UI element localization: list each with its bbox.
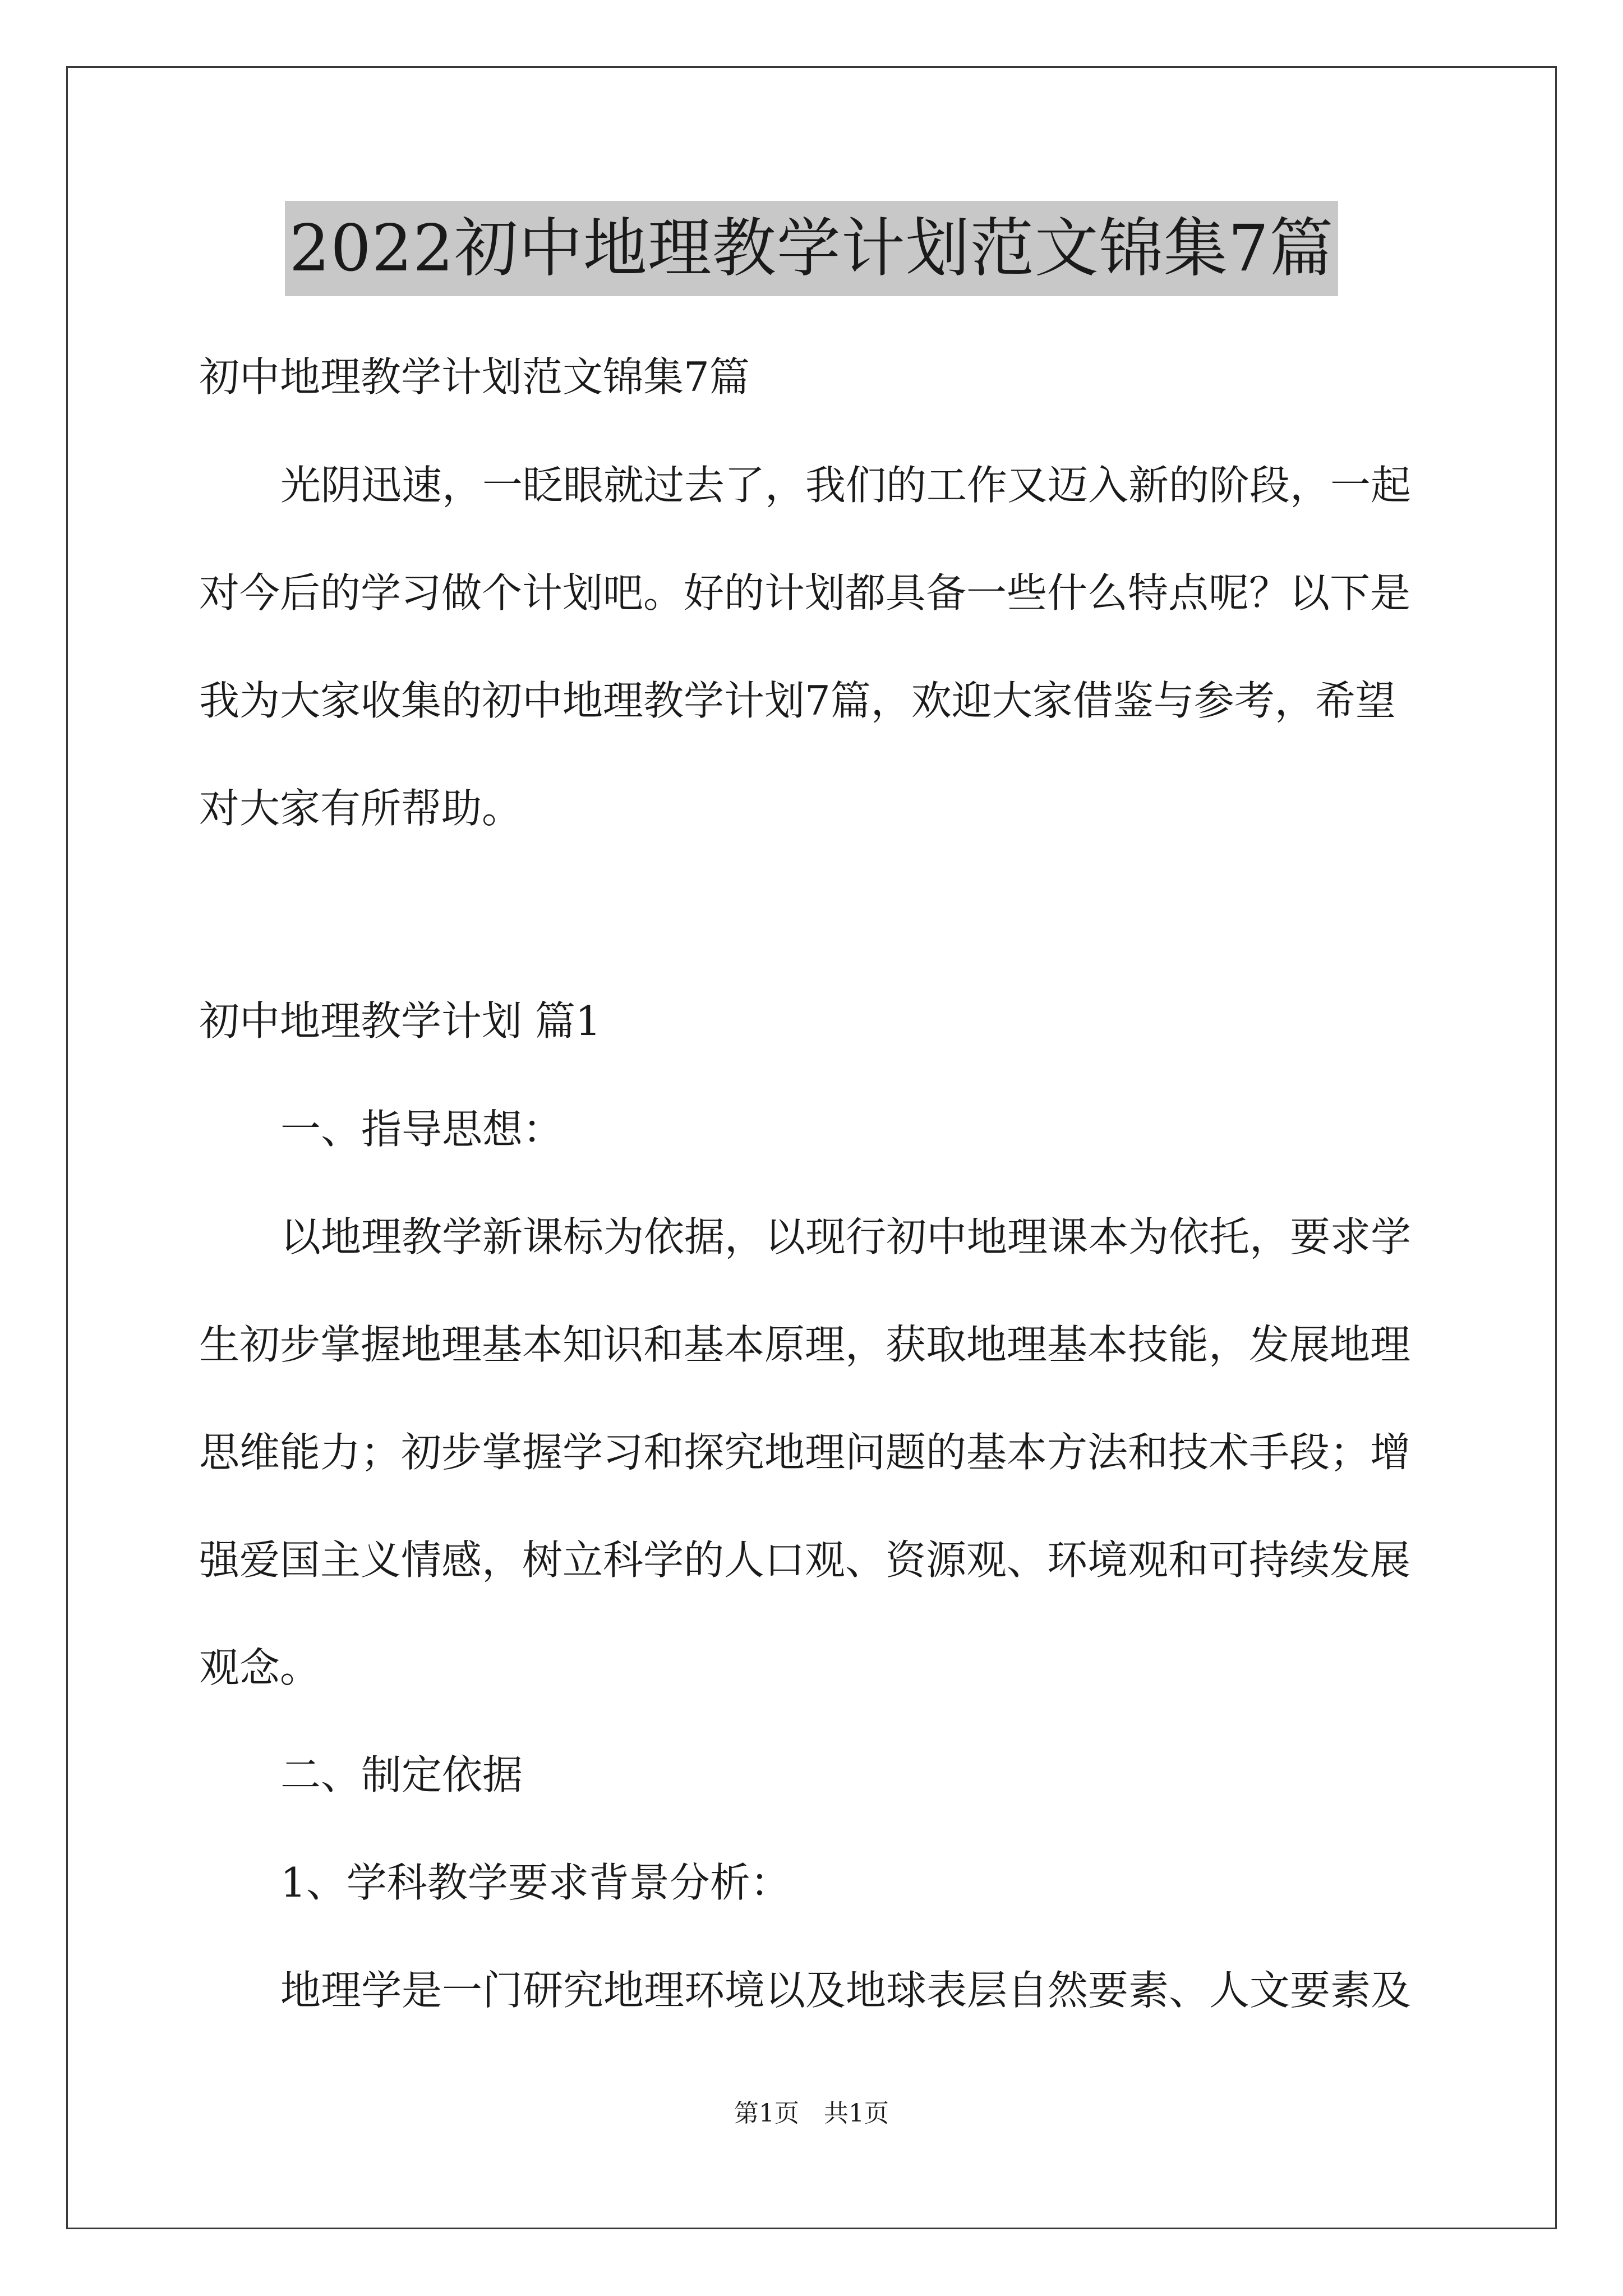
part2-heading: 二、制定依据 [280, 1751, 523, 1798]
document-subtitle: 初中地理教学计划范文锦集7篇 [199, 353, 750, 401]
document-title-wrap [0, 201, 1623, 296]
intro-line-4: 对大家有所帮助。 [199, 785, 523, 832]
intro-line-1: 光阴迅速，一眨眼就过去了，我们的工作又迈入新的阶段，一起 [280, 462, 1412, 509]
part1-line-5: 观念。 [199, 1644, 321, 1691]
part2-line-1: 地理学是一门研究地理环境以及地球表层自然要素、人文要素及 [280, 1967, 1412, 2014]
document-title: 2022初中地理教学计划范文锦集7篇 [285, 201, 1339, 296]
part1-line-1: 以地理教学新课标为依据，以现行初中地理课本为依托，要求学 [280, 1213, 1412, 1260]
intro-line-2: 对今后的学习做个计划吧。好的计划都具备一些什么特点呢？以下是 [199, 569, 1411, 616]
part1-line-4: 强爱国主义情感，树立科学的人口观、资源观、环境观和可持续发展 [199, 1536, 1411, 1584]
part1-heading: 一、指导思想： [280, 1106, 564, 1153]
part1-line-2: 生初步掌握地理基本知识和基本原理，获取地理基本技能，发展地理 [199, 1321, 1411, 1368]
part1-line-3: 思维能力；初步掌握学习和探究地理问题的基本方法和技术手段；增 [199, 1429, 1411, 1476]
section-heading: 初中地理教学计划 篇1 [199, 997, 601, 1045]
intro-line-3: 我为大家收集的初中地理教学计划7篇，欢迎大家借鉴与参考，希望 [199, 677, 1396, 724]
page-footer: 第1页 共1页 [734, 2099, 889, 2128]
part2-sub-heading: 1、学科教学要求背景分析： [280, 1859, 791, 1906]
